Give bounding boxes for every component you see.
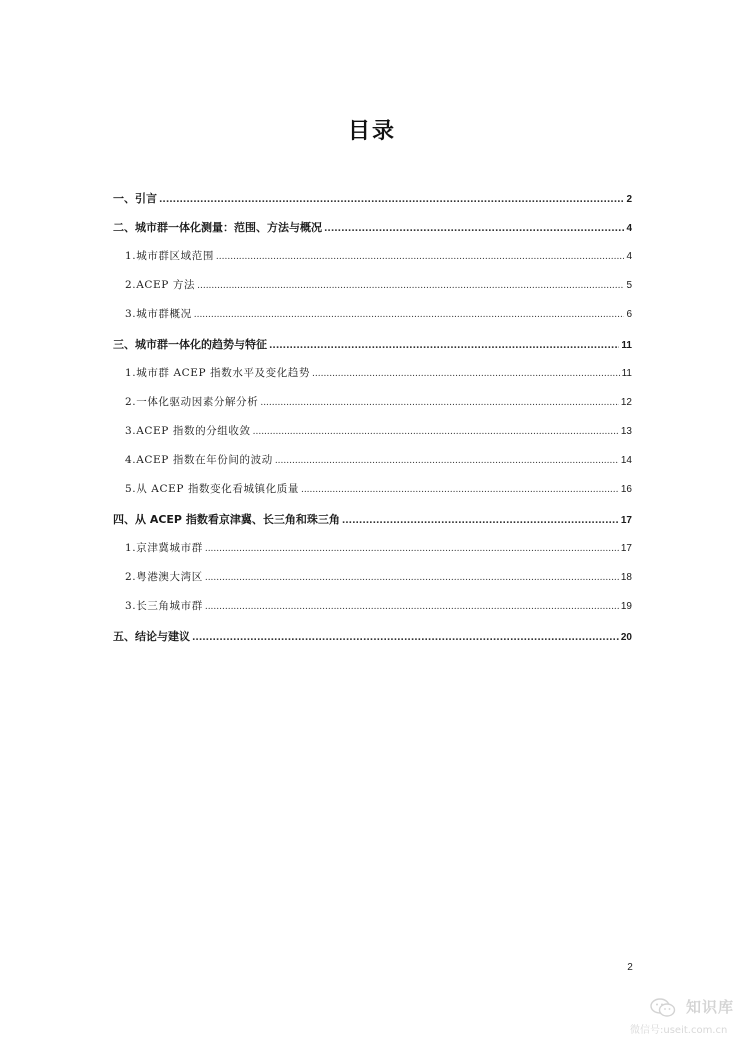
toc-entry-label: 四、从 ACEP 指数看京津冀、长三角和珠三角 bbox=[113, 513, 340, 526]
toc-entry-label: 一、引言 bbox=[113, 192, 157, 205]
toc-entry[interactable] bbox=[113, 365, 632, 387]
toc-entry[interactable] bbox=[113, 394, 632, 416]
toc-page-number: 20 bbox=[620, 632, 632, 643]
toc-dot-leader bbox=[312, 369, 620, 379]
toc-page-number: 4 bbox=[626, 223, 632, 234]
toc-page-number: 5 bbox=[626, 280, 632, 291]
toc-entry[interactable] bbox=[113, 598, 632, 620]
toc-dot-leader bbox=[194, 310, 625, 320]
toc-entry-label: 1.京津冀城市群 bbox=[125, 542, 203, 554]
toc-dot-leader bbox=[260, 398, 619, 408]
toc-page-number: 14 bbox=[620, 455, 632, 466]
toc-entry-label: 1.城市群区域范围 bbox=[125, 250, 214, 262]
toc-entry-label: 5.从 ACEP 指数变化看城镇化质量 bbox=[125, 483, 299, 495]
toc-dot-leader bbox=[205, 544, 619, 554]
toc-entry[interactable] bbox=[113, 306, 632, 328]
toc-dot-leader bbox=[324, 224, 624, 234]
toc-entry[interactable] bbox=[113, 628, 632, 650]
toc-entry-label: 3.长三角城市群 bbox=[125, 600, 203, 612]
watermark-subtitle: 微信号:useit.com.cn bbox=[630, 1025, 728, 1036]
toc-entry-label: 五、结论与建议 bbox=[113, 630, 190, 643]
toc-entry-label: 2.ACEP 方法 bbox=[125, 279, 196, 291]
toc-page-number: 11 bbox=[621, 340, 632, 351]
toc-entry-label: 二、城市群一体化测量：范围、方法与概况 bbox=[113, 221, 322, 234]
toc-dot-leader bbox=[275, 456, 619, 466]
toc-page-number: 13 bbox=[620, 426, 632, 437]
toc-page-number: 12 bbox=[620, 397, 632, 408]
toc-entry-label: 4.ACEP 指数在年份间的波动 bbox=[125, 454, 273, 466]
toc-entry[interactable] bbox=[113, 423, 632, 445]
toc-entry[interactable] bbox=[113, 277, 632, 299]
toc-entry[interactable] bbox=[113, 190, 632, 212]
toc-dot-leader bbox=[301, 485, 619, 495]
toc-entry[interactable] bbox=[113, 336, 632, 358]
toc-dot-leader bbox=[192, 633, 619, 643]
toc-entry[interactable] bbox=[113, 248, 632, 270]
watermark bbox=[630, 996, 740, 1036]
toc-page-number: 4 bbox=[626, 251, 632, 262]
toc-entry-label: 2.粤港澳大湾区 bbox=[125, 571, 203, 583]
toc-page-number: 19 bbox=[620, 601, 632, 612]
watermark-title: 知识库 bbox=[686, 998, 735, 1016]
toc-entry[interactable] bbox=[113, 540, 632, 562]
toc-dot-leader bbox=[205, 573, 619, 583]
toc-entry[interactable] bbox=[113, 452, 632, 474]
toc-entry[interactable] bbox=[113, 569, 632, 591]
toc-entry-label: 三、城市群一体化的趋势与特征 bbox=[113, 338, 267, 351]
toc-page-number: 6 bbox=[626, 309, 632, 320]
toc-entry-label: 3.城市群概况 bbox=[125, 308, 192, 320]
toc-page-number: 17 bbox=[620, 543, 632, 554]
toc-page-number: 11 bbox=[621, 368, 632, 379]
toc-dot-leader bbox=[205, 602, 619, 612]
wechat-icon bbox=[650, 998, 676, 1018]
toc-entry[interactable] bbox=[113, 511, 632, 533]
toc-dot-leader bbox=[269, 341, 619, 351]
toc-page-number: 2 bbox=[626, 194, 632, 205]
toc-page-number: 18 bbox=[620, 572, 632, 583]
toc-entry-label: 1.城市群 ACEP 指数水平及变化趋势 bbox=[125, 367, 311, 379]
toc-dot-leader bbox=[342, 516, 619, 526]
toc-page-number: 17 bbox=[620, 515, 632, 526]
toc-entry-label: 2.一体化驱动因素分解分析 bbox=[125, 396, 259, 408]
toc-dot-leader bbox=[216, 252, 625, 262]
toc-dot-leader bbox=[253, 427, 619, 437]
toc-entry[interactable] bbox=[113, 219, 632, 241]
toc-dot-leader bbox=[159, 195, 624, 205]
page-title: 目录 bbox=[347, 119, 396, 144]
page-number: 2 bbox=[627, 962, 633, 973]
toc-page-number: 16 bbox=[620, 484, 632, 495]
toc-entry[interactable] bbox=[113, 481, 632, 503]
toc-entry-label: 3.ACEP 指数的分组收敛 bbox=[125, 425, 251, 437]
toc-dot-leader bbox=[197, 281, 624, 291]
